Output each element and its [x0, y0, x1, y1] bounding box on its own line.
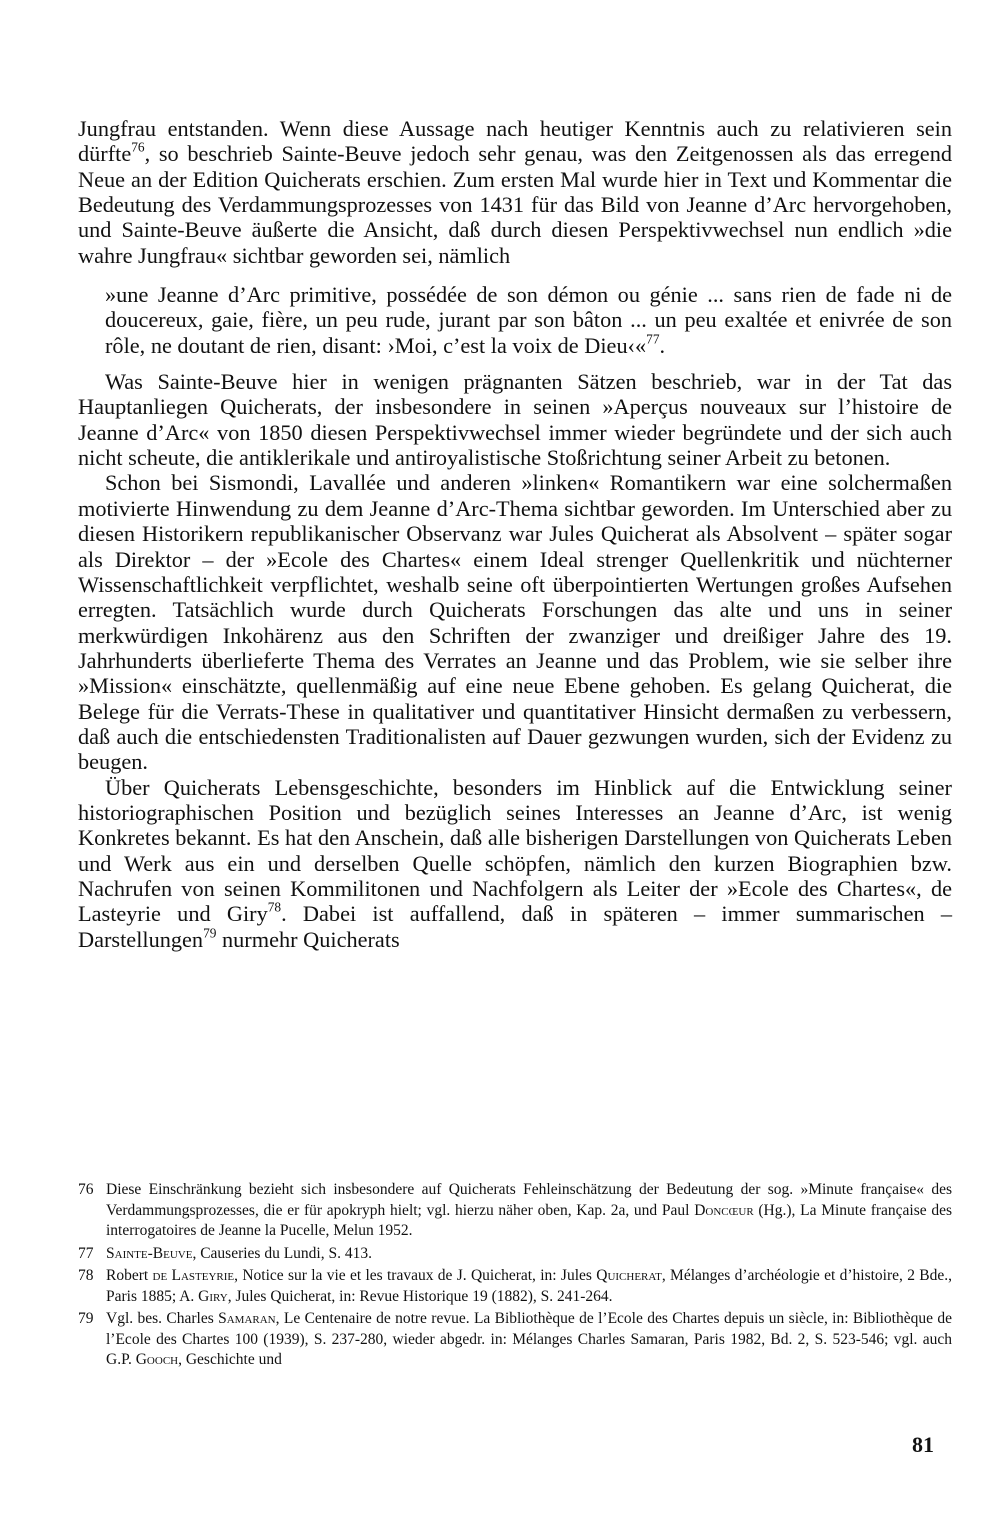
footnote [78, 1266, 952, 1307]
footnote-number: 78 [78, 1267, 94, 1284]
footnote-ref: 77 [646, 331, 660, 347]
footnote-ref: 76 [131, 139, 145, 155]
footnote-text-part: Diese Einschränkung bezieht sich insbesondere auf Quicherats Fehleinschätzung der Bedeutung der sog. »Minute française« des Verdammungsprozesses, die er für apokryph hielt; vgl. hierzu näher oben, Kap. 2a, und Paul [106, 1181, 952, 1219]
author-name: Quicherat [596, 1267, 662, 1284]
footnote-text [106, 1309, 952, 1371]
author-name: Samaran [218, 1310, 276, 1327]
footnote-number: 77 [78, 1244, 94, 1262]
footnote-text-part: , Causeries du Lundi, S. 413. [192, 1244, 372, 1262]
quote-text: »une Jeanne d’Arc primitive, possédée de son démon ou génie ... sans rien de fade ni de doucereux, gaie, fière, un peu rude, jurant par son bâton ... un peu exaltée et enivrée de son rôle, ne doutant de rien, disant: ›Moi, c’est la voix de Dieu‹« [105, 282, 952, 358]
paragraph [78, 116, 952, 268]
paragraph-text: Jungfrau entstanden. Wenn diese Aussage nach heutiger Kenntnis auch zu relativieren sein dürfte [78, 116, 952, 167]
footnote-text-part: , Geschichte und [178, 1351, 282, 1368]
footnote-text-part: Vgl. bes. Charles [106, 1310, 219, 1327]
footnote-text-part: , Le Centenaire de notre revue. La Bibliothèque de l’Ecole des Chartes depuis un siècle, in: Bibliothèque de l’Ecole des Chartes 100 (1939), S. 237-280, wieder abgedr. in: Mélanges Charles Samaran, Paris 1982, Bd. 2, S. 523-546; vgl. auch G.P. [106, 1310, 952, 1368]
footnote [78, 1309, 952, 1371]
footnote-text-part: , Jules Quicherat, in: Revue Historique 19 (1882), S. 241-264. [227, 1287, 613, 1305]
paragraph-text: Über Quicherats Lebensgeschichte, besonders im Hinblick auf die Entwicklung seiner historiographischen Position und bezüglich seines Interesses an Jeanne d’Arc, ist wenig Konkretes bekannt. Es hat den Anschein, daß alle bisherigen Darstellungen von Quicherats Leben und Werk aus ein und derselben Quelle schöpfen, nämlich den kurzen Biographien bzw. Nachrufen von seinen Kommilitonen und Nachfolgern als Leiter der »Ecole des Chartes«, de Lasteyrie und Giry [78, 774, 952, 927]
author-name: Giry [198, 1287, 228, 1305]
author-name: Doncœur [694, 1201, 754, 1219]
main-text [78, 116, 952, 952]
paragraph-text: . Dabei ist auffallend, daß in späteren – immer summarischen – Darstellungen [78, 901, 953, 952]
author-name: Gooch [135, 1351, 179, 1368]
page-number: 81 [912, 1432, 934, 1457]
footnote-number: 79 [78, 1310, 94, 1327]
block-quote [105, 282, 952, 358]
footnote [78, 1180, 952, 1242]
footnote-text-part: (Hg.), La Minute française des interrogatoires de Jeanne la Pucelle, Melun 1952. [106, 1201, 953, 1239]
author-name: Sainte-Beuve [106, 1244, 193, 1262]
footnote-text-part: , Mélanges d’archéologie et d’histoire, 2 Bde., Paris 1885; A. [106, 1267, 953, 1305]
paragraph: Schon bei Sismondi, Lavallée und anderen »linken« Romantikern war eine solchermaßen motivierte Hinwendung zu dem Jeanne d’Arc-Thema sichtbar geworden. Im Unterschied aber zu diesen Historikern republikanischer Observanz war Jules Quicherat als Absolvent – später sogar als Direktor – der »Ecole des Chartes« einem Ideal strenger Quellenkritik und nüchterner Wissenschaftlichkeit verpflichtet, weshalb seine oft überpointierten Wertungen großes Aufsehen erregten. Tatsächlich wurde durch Quicherats Forschungen das alte und uns in seiner merkwürdigen Inkohärenz aus den Schriften der zwanziger und dreißiger Jahre des 19. Jahrhunderts überlieferte Thema des Verrates an Jeanne und das Problem, wie sie selber ihre »Mission« einschätzte, quellenmäßig auf eine neue Ebene gehoben. Es gelang Quicherat, die Belege für die Verrats-These in qualitativer und quantitativer Hinsicht dermaßen zu verbessern, daß auch die entschiedensten Traditionalisten auf Dauer gezwungen wurden, sich der Evidenz zu beugen. [78, 470, 952, 775]
footnote-text-part: Robert [106, 1267, 153, 1284]
paragraph-text: , so beschrieb Sainte-Beuve jedoch sehr genau, was den Zeitgenossen als das erregend Neue an der Edition Quicherats erschien. Zum ersten Mal wurde hier in Text und Kommentar die Bedeutung des Verdammungsprozesses von 1431 für das Bild von Jeanne d’Arc hervorgehoben, und Sainte-Beuve äußerte die Ansicht, daß durch diesen Perspektivwechsel nun endlich »die wahre Jungfrau« sichtbar geworden sei, nämlich [78, 141, 952, 268]
footnote-ref: 79 [203, 925, 217, 941]
quote-end: . [659, 332, 666, 358]
footnotes [78, 1180, 952, 1373]
footnote-ref: 78 [267, 899, 282, 915]
footnote-text [106, 1244, 952, 1265]
footnote [78, 1244, 952, 1265]
footnote-number: 76 [78, 1181, 94, 1198]
paragraph [78, 775, 952, 952]
footnote-text-part: , Notice sur la vie et les travaux de J. Quicherat, in: Jules [234, 1267, 597, 1284]
footnote-text [106, 1180, 952, 1242]
paragraph: Was Sainte-Beuve hier in wenigen prägnanten Sätzen beschrieb, war in der Tat das Hauptanliegen Quicherats, der insbesondere in seinen »Aperçus nouveaux sur l’histoire de Jeanne d’Arc« von 1850 diesen Perspektivwechsel immer wieder begründete und der sich auch nicht scheute, die antiklerikale und antiroyalistische Stoßrichtung seiner Arbeit zu betonen. [78, 369, 952, 471]
paragraph-text: nurmehr Quicherats [216, 926, 400, 952]
footnote-text [106, 1266, 952, 1307]
author-name: de Lasteyrie [152, 1267, 235, 1284]
